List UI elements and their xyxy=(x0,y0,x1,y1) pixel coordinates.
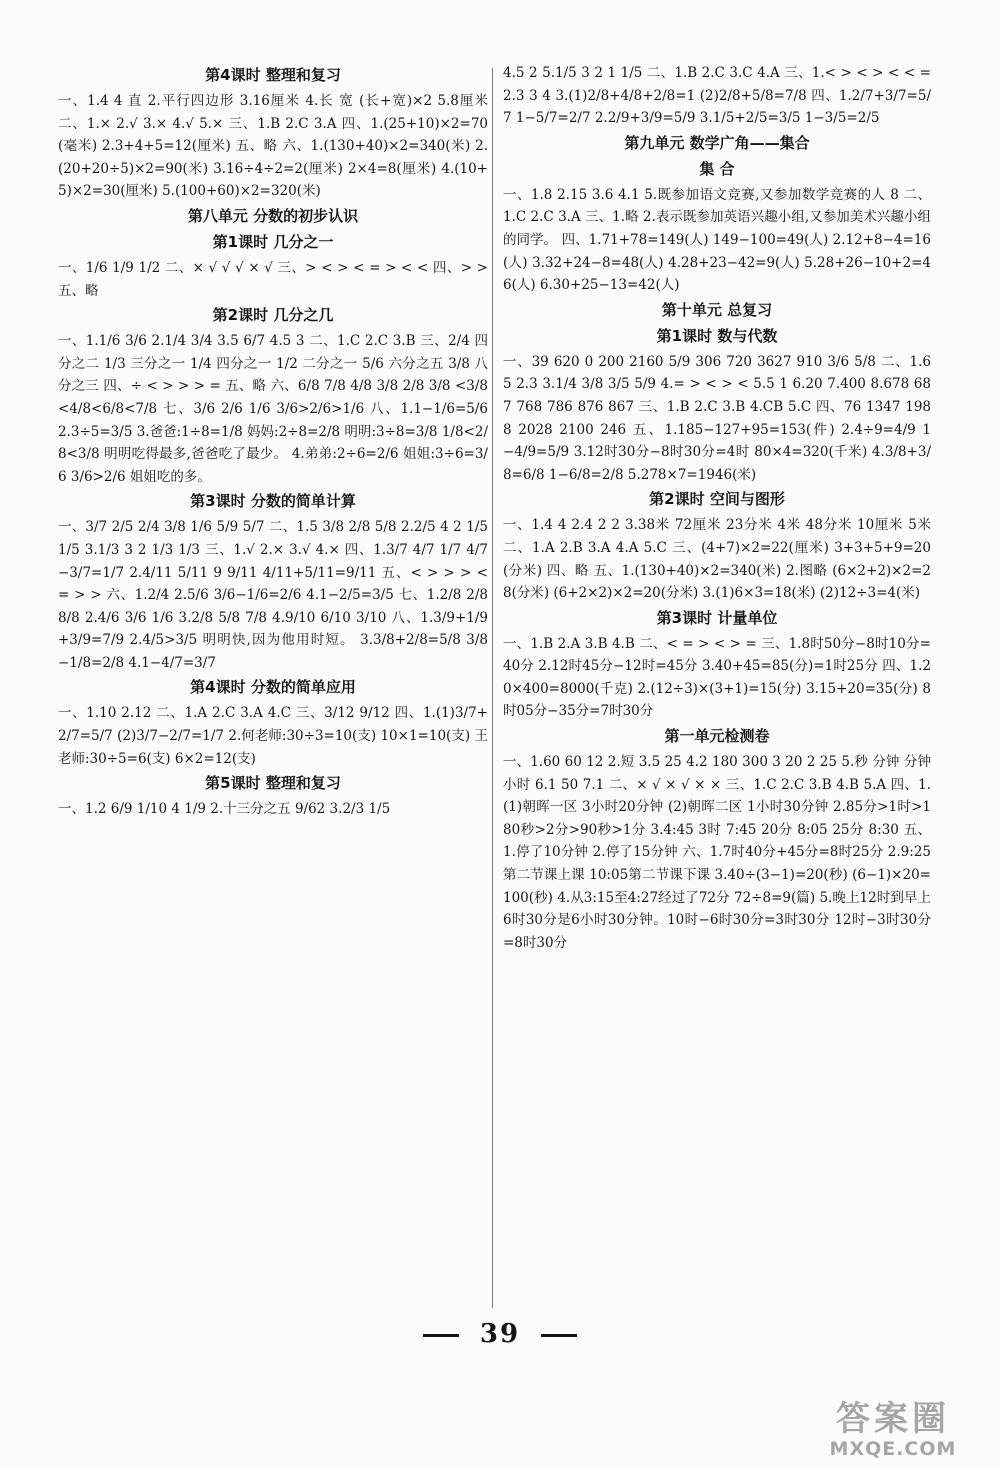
answer-paragraph: 一、1.10 2.12 二、1.A 2.C 3.A 4.C 三、3/12 9/12 四、1.(1)3/7+2/7=5/7 (2)3/7−2/7=1/7 2.何老师:30÷3=10(支) 10×1=10(支) 王老师:30÷5=6(支) 6×2=12(支) xyxy=(58,705,488,767)
watermark-logo xyxy=(790,1400,996,1464)
page-number-block xyxy=(0,1319,1000,1349)
section-heading: 第九单元 数学广角——集合 xyxy=(624,133,810,152)
page-number-left-dash xyxy=(423,1334,459,1337)
section-heading: 集 合 xyxy=(699,159,735,178)
section-heading: 第一单元检测卷 xyxy=(664,727,770,746)
page-number: 39 xyxy=(479,1319,521,1349)
section-heading: 第4课时 分数的简单应用 xyxy=(190,678,356,697)
page-number-right-dash xyxy=(541,1334,577,1337)
right-column xyxy=(503,62,931,954)
section-heading: 第4课时 整理和复习 xyxy=(205,66,341,84)
answer-paragraph: 一、1.4 4 直 2.平行四边形 3.16厘米 4.长 宽 (长+宽)×2 5.8厘米 二、1.× 2.√ 3.× 4.√ 5.× 三、1.B 2.C 3.A 四、1.(25+10)×2=70(毫米) 2.3+4+5=12(厘米) 五、略 六、1.(130+40)×2=340(米) 2.(20+20÷5)×2=90(米) 3.16÷4÷2=2(厘米) 2×4=8(厘米) 4.(10+5)×2=30(厘米) 5.(100+60)×2=320(米) xyxy=(58,93,488,200)
section-heading: 第3课时 分数的简单计算 xyxy=(190,492,356,511)
watermark-url: MXQE.COM xyxy=(829,1438,957,1460)
section-heading: 第八单元 分数的初步认识 xyxy=(187,206,359,225)
column-divider xyxy=(492,68,493,1308)
section-heading: 第5课时 整理和复习 xyxy=(205,774,341,793)
section-heading: 第1课时 数与代数 xyxy=(656,326,778,345)
section-heading: 第2课时 几分之几 xyxy=(212,306,334,325)
answer-paragraph: 一、1.2 6/9 1/10 4 1/9 2.十三分之五 9/62 3.2/3 1/5 xyxy=(58,801,391,818)
left-column xyxy=(58,62,488,821)
section-heading: 第3课时 计量单位 xyxy=(656,608,778,627)
answer-paragraph: 一、1.B 2.A 3.B 4.B 二、< = > < > = 三、1.8时50分−8时10分=40分 2.12时45分−12时=45分 3.40+45=85(分)=1时25分 四、1.20×400=8000(千克) 2.(12÷3)×(3+1)=15(分) 3.15+20=35(分) 8时05分−35分=7时30分 xyxy=(503,635,931,720)
section-heading: 第十单元 总复习 xyxy=(661,300,773,319)
answer-paragraph: 一、1.4 4 2.4 2 2 3.38米 72厘米 23分米 4米 48分米 10厘米 5米 二、1.A 2.B 3.A 4.A 5.C 三、(4+7)×2=22(厘米) 3+3+5+9=20(分米) 四、略 五、1.(130+40)×2=340(米) 2.图略 (6×2+2)×2=28(分米) (6+2×2)×2=20(分米) 3.(1)6×3=18(米) (2)12÷3=4(米) xyxy=(503,517,931,602)
answer-paragraph: 一、1.1/6 3/6 2.1/4 3/4 3.5 6/7 4.5 3 二、1.C 2.C 3.B 三、2/4 四分之二 1/3 三分之一 1/4 四分之一 1/2 二分之一 5/6 六分之五 3/8 八分之三 四、÷ < > > > = 五、略 六、6/8 7/8 4/8 3/8 2/8 3/8 <3/8<4/8<6/8<7/8 七、3/6 2/6 1/6 3/6>2/6>1/6 八、1.1−1/6=5/6 2.3÷5=3/5 3.爸爸:1÷8=1/8 妈妈:2÷8=2/8 明明:3÷8=3/8 1/8<2/8<3/8 明明吃得最多,爸爸吃了最少。 4.弟弟:2÷6=2/6 姐姐:3÷6=3/6 3/6>2/6 姐姐吃的多。 xyxy=(58,333,488,485)
answer-paragraph: 一、1/6 1/9 1/2 二、× √ √ √ × √ 三、> < > < = > < < 四、> > 五、略 xyxy=(58,259,488,299)
answer-paragraph: 一、1.8 2.15 3.6 4.1 5.既参加语文竞赛,又参加数学竞赛的人 8 二、1.C 2.C 3.A 三、1.略 2.表示既参加英语兴趣小组,又参加美术兴趣小组的同学。 四、1.71+78=149(人) 149−100=49(人) 2.12+8−4=16(人) 3.32+24−8=48(人) 4.28+23−42=9(人) 5.28+26−10+2=46(人) 6.30+25−13=42(人) xyxy=(503,186,931,294)
answer-paragraph: 一、39 620 0 200 2160 5/9 306 720 3627 910 3/6 5/8 二、1.6 5 2.3 3.1/4 3/8 3/5 5/9 4.= > < > < 5.5 1 6.20 7.400 8.678 687 768 786 876 867 三、1.B 2.C 3.B 4.CB 5.C 四、76 1347 1988 2028 2100 246 五、1.185−127+95=153(件) 2.4÷9=4/9 1−4/9=5/9 3.12时30分−8时30分=4时 80×4=320(千米) 4.3/8+3/8=6/8 1−6/8=2/8 5.278×7=1946(米) xyxy=(503,353,931,483)
section-heading: 第1课时 几分之一 xyxy=(212,232,334,251)
answer-paragraph: 4.5 2 5.1/5 3 2 1 1/5 二、1.B 2.C 3.C 4.A 三、1.< > < > < < = 2.3 3 4 3.(1)2/8+4/8+2/8=1 (2)2/8+5/8=7/8 四、1.2/7+3/7=5/7 1−5/7=2/7 2.2/9+3/9=5/9 3.1/5+2/5=3/5 1−3/5=2/5 xyxy=(503,65,931,127)
answer-paragraph: 一、1.60 60 12 2.短 3.5 25 4.2 180 300 3 20 2 25 5.秒 分钟 分钟 小时 6.1 50 7.1 二、× √ × √ × × 三、1.C 2.C 3.B 4.B 5.A 四、1.(1)朝晖一区 3小时20分钟 (2)朝晖二区 1小时30分钟 2.85分>1时>180秒>2分>90秒>1分 3.4:45 3时 7:45 20分 8:05 25分 8:30 五、1.停了10分钟 2.停了15分钟 六、1.7时40分+45分=8时25分 2.9:25第二节课上课 10:05第二节课下课 3.40÷(3−1)=20(秒) (6−1)×20=100(秒) 4.从3:15至4:27经过了72分 72÷8=9(篇) 5.晚上12时到早上6时30分是6小时30分钟。10时−6时30分=3时30分 12时−3时30分=8时30分 xyxy=(503,754,931,951)
watermark-title: 答案圈 xyxy=(836,1399,950,1439)
section-heading: 第2课时 空间与图形 xyxy=(649,490,785,509)
answer-paragraph: 一、3/7 2/5 2/4 3/8 1/6 5/9 5/7 二、1.5 3/8 2/8 5/8 2.2/5 4 2 1/5 1/5 3.1/3 3 2 1/3 1/3 三、1.√ 2.× 3.√ 4.× 四、1.3/7 4/7 1/7 4/7−3/7=1/7 2.4/11 5/11 9 9/11 4/11+5/11=9/11 五、< > > > < = > > 六、1.2/4 2.5/6 3/6−1/6=2/6 4.1−2/5=3/5 七、1.2/8 2/8 8/8 2.4/6 3/6 1/6 3.2/8 5/8 7/8 4.9/10 6/10 3/10 八、1.3/9+1/9+3/9=7/9 2.4/5>3/5 明明快,因为他用时短。 3.3/8+2/8=5/8 3/8−1/8=2/8 4.1−4/7=3/7 xyxy=(58,519,488,671)
